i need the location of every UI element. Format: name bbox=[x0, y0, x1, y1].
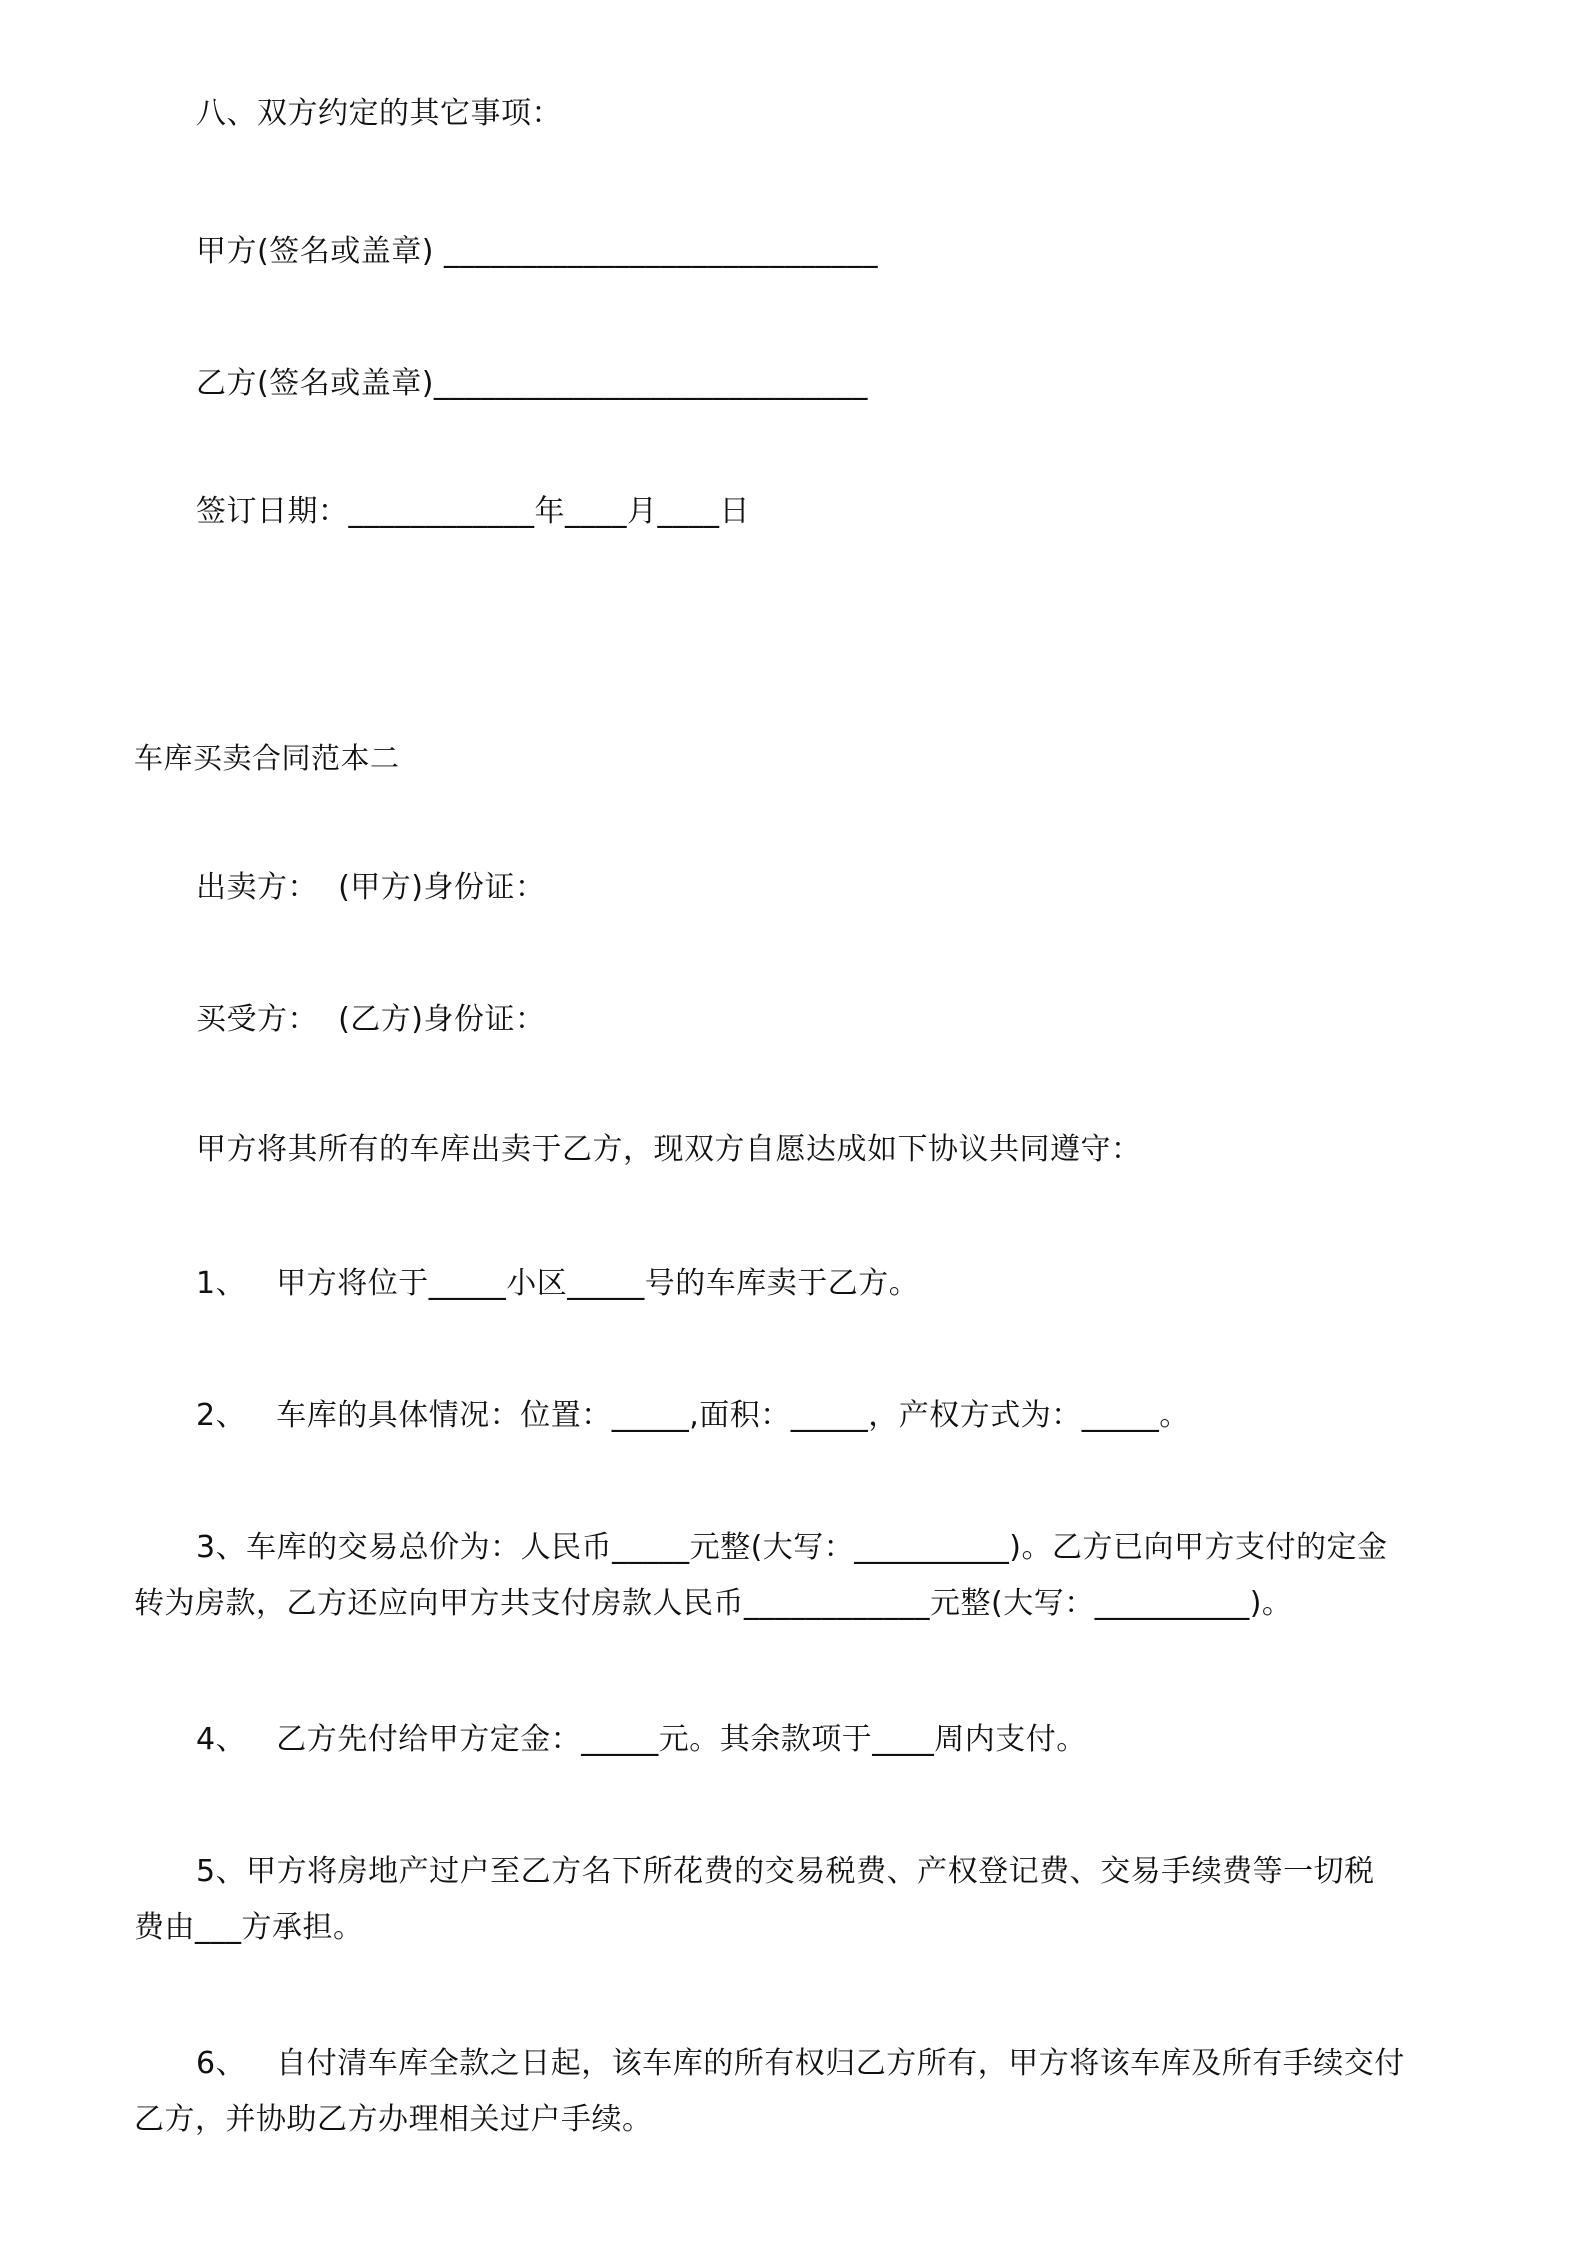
seller-line: 出卖方： (甲方)身份证： bbox=[196, 870, 546, 905]
document-title: 车库买卖合同范本二 bbox=[134, 741, 400, 775]
party-a-signature-line: 甲方(签名或盖章) ____________________________ bbox=[196, 234, 878, 269]
clause-6-line-2: 乙方，并协助乙方办理相关过户手续。 bbox=[134, 2102, 653, 2137]
clause-2: 2、 车库的具体情况：位置：_____,面积：_____，产权方式为：_____。 bbox=[196, 1398, 1190, 1433]
sign-date-line: 签订日期：____________年____月____日 bbox=[196, 494, 750, 529]
clause-5-line-2: 费由___方承担。 bbox=[134, 1910, 364, 1945]
clause-1: 1、 甲方将位于_____小区_____号的车库卖于乙方。 bbox=[196, 1266, 920, 1301]
clause-4: 4、 乙方先付给甲方定金：_____元。其余款项于____周内支付。 bbox=[196, 1722, 1087, 1757]
buyer-line: 买受方： (乙方)身份证： bbox=[196, 1002, 546, 1037]
clause-5-line-1: 5、甲方将房地产过户至乙方名下所花费的交易税费、产权登记费、交易手续费等一切税 bbox=[196, 1854, 1375, 1889]
clause-3-line-1: 3、车库的交易总价为：人民币_____元整(大写：__________)。乙方已向甲方支付的定金 bbox=[196, 1530, 1388, 1565]
clause-6-line-1: 6、 自付清车库全款之日起，该车库的所有权归乙方所有，甲方将该车库及所有手续交付 bbox=[196, 2046, 1405, 2081]
intro-paragraph: 甲方将其所有的车库出卖于乙方，现双方自愿达成如下协议共同遵守： bbox=[196, 1132, 1142, 1167]
clause-3-line-2: 转为房款，乙方还应向甲方共支付房款人民币____________元整(大写：__________)。 bbox=[134, 1586, 1293, 1621]
section-heading: 八、双方约定的其它事项： bbox=[196, 96, 562, 131]
party-b-signature-line: 乙方(签名或盖章)____________________________ bbox=[196, 366, 868, 401]
